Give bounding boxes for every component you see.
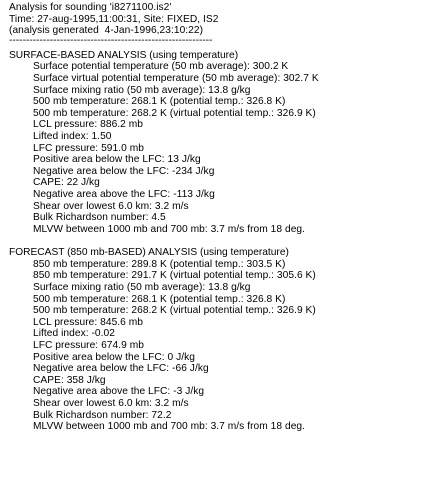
header-divider: ------------------------------------------------------------ — [9, 36, 213, 45]
report-header — [9, 2, 443, 45]
analysis-line: 500 mb temperature: 268.2 K (virtual potential temp.: 326.9 K) — [33, 107, 316, 119]
forecast-850mb-analysis-section — [9, 247, 443, 433]
analysis-line: Positive area below the LFC: 0 J/kg — [33, 351, 195, 363]
analysis-line: Negative area below the LFC: -234 J/kg — [33, 165, 215, 177]
analysis-line: 500 mb temperature: 268.2 K (virtual potential temp.: 326.9 K) — [33, 305, 316, 317]
analysis-line: CAPE: 358 J/kg — [33, 374, 106, 386]
analysis-line: MLVW between 1000 mb and 700 mb: 3.7 m/s from 18 deg. — [33, 421, 306, 433]
analysis-line: Lifted index: -0.02 — [33, 328, 115, 340]
analysis-line: Surface mixing ratio (50 mb average): 13.8 g/kg — [33, 282, 251, 294]
analysis-line: LFC pressure: 591.0 mb — [33, 142, 144, 154]
report-title: Analysis for sounding 'i8271100.is2' — [9, 2, 172, 13]
analysis-line: MLVW between 1000 mb and 700 mb: 3.7 m/s from 18 deg. — [33, 223, 306, 235]
analysis-line: Shear over lowest 6.0 km: 3.2 m/s — [33, 200, 189, 212]
analysis-line: LFC pressure: 674.9 mb — [33, 340, 144, 352]
analysis-line: Surface virtual potential temperature (50 mb average): 302.7 K — [33, 72, 319, 84]
analysis-line: Lifted index: 1.50 — [33, 130, 112, 142]
analysis-line: Surface potential temperature (50 mb average): 300.2 K — [33, 61, 289, 73]
analysis-line: Negative area above the LFC: -113 J/kg — [33, 188, 215, 200]
analysis-line: 500 mb temperature: 268.1 K (potential temp.: 326.8 K) — [33, 96, 286, 108]
analysis-line: Shear over lowest 6.0 km: 3.2 m/s — [33, 398, 189, 409]
analysis-line: Bulk Richardson number: 4.5 — [33, 212, 166, 224]
analysis-line: CAPE: 22 J/kg — [33, 177, 100, 189]
analysis-line: LCL pressure: 886.2 mb — [33, 119, 144, 131]
analysis-line: 500 mb temperature: 268.1 K (potential temp.: 326.8 K) — [33, 293, 286, 305]
sounding-analysis-report — [9, 2, 443, 433]
surface-based-analysis-section — [9, 50, 443, 236]
analysis-line: Negative area above the LFC: -3 J/kg — [33, 386, 205, 398]
report-time-site: Time: 27-aug-1995,11:00:31, Site: FIXED, IS2 — [9, 13, 219, 25]
analysis-line: Surface mixing ratio (50 mb average): 13.8 g/kg — [33, 84, 251, 96]
analysis-line: 850 mb temperature: 291.7 K (virtual potential temp.: 305.6 K) — [33, 270, 316, 282]
analysis-line: Negative area below the LFC: -66 J/kg — [33, 363, 209, 375]
analysis-line: Positive area below the LFC: 13 J/kg — [33, 154, 201, 166]
section-title: SURFACE-BASED ANALYSIS (using temperature) — [9, 49, 239, 61]
analysis-line: Bulk Richardson number: 72.2 — [33, 409, 172, 421]
analysis-line: LCL pressure: 845.6 mb — [33, 316, 144, 328]
report-generated-date: (analysis generated 4-Jan-1996,23:10:22) — [9, 25, 204, 37]
section-title: FORECAST (850 mb-BASED) ANALYSIS (using temperature) — [9, 247, 289, 259]
analysis-line: 850 mb temperature: 289.8 K (potential temp.: 303.5 K) — [33, 258, 286, 270]
